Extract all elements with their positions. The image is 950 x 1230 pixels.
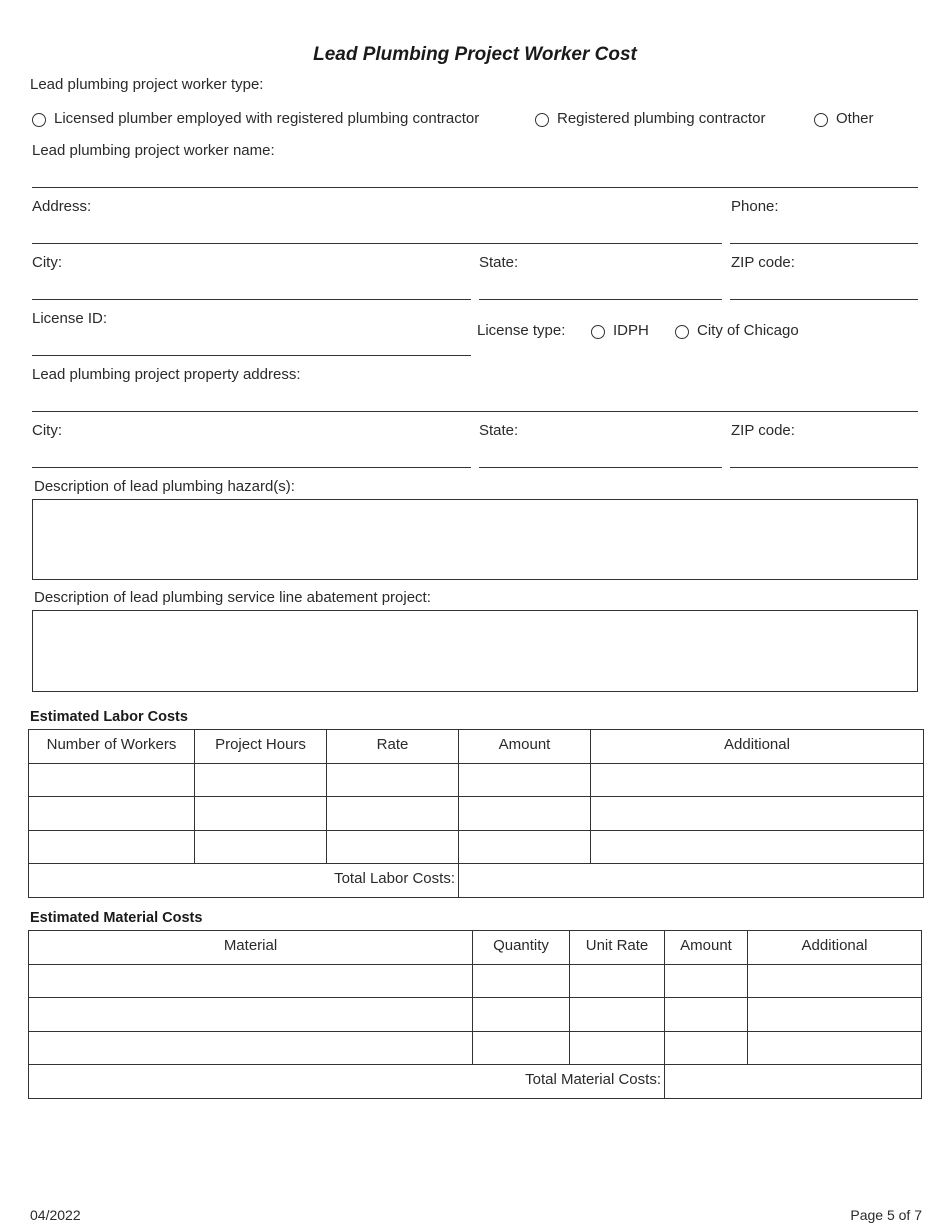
table-cell[interactable] — [28, 1031, 473, 1065]
property-city-field[interactable] — [32, 467, 471, 468]
table-cell[interactable] — [194, 763, 327, 797]
labor-header-rate: Rate — [376, 736, 409, 753]
table-cell[interactable] — [28, 796, 195, 831]
table-cell[interactable] — [590, 830, 924, 864]
abatement-description-label: Description of lead plumbing service line abatement project: — [34, 589, 431, 606]
table-cell[interactable] — [747, 964, 922, 998]
table-cell[interactable] — [472, 964, 570, 998]
worker-phone-label: Phone: — [731, 198, 779, 215]
worker-city-field[interactable] — [32, 299, 471, 300]
license-type-label: License type: — [477, 322, 566, 339]
labor-costs-heading: Estimated Labor Costs — [30, 709, 188, 725]
radio-license-chicago[interactable] — [675, 325, 689, 339]
material-header-quantity: Quantity — [493, 937, 549, 954]
radio-other-label: Other — [836, 110, 874, 127]
material-header-additional: Additional — [801, 937, 868, 954]
table-cell[interactable] — [458, 763, 591, 797]
table-cell[interactable] — [194, 796, 327, 831]
radio-license-idph-label: IDPH — [613, 322, 649, 339]
table-cell[interactable] — [664, 964, 748, 998]
property-state-field[interactable] — [479, 467, 722, 468]
table-cell[interactable] — [747, 997, 922, 1032]
page-title: Lead Plumbing Project Worker Cost — [313, 44, 637, 65]
table-cell[interactable] — [458, 796, 591, 831]
property-zip-label: ZIP code: — [731, 422, 795, 439]
table-cell[interactable] — [326, 830, 459, 864]
license-id-label: License ID: — [32, 310, 108, 327]
worker-state-field[interactable] — [479, 299, 722, 300]
radio-other[interactable] — [814, 113, 828, 127]
table-cell[interactable] — [590, 763, 924, 797]
worker-address-label: Address: — [32, 198, 92, 215]
radio-registered-contractor[interactable] — [535, 113, 549, 127]
table-cell[interactable] — [28, 763, 195, 797]
property-state-label: State: — [479, 422, 519, 439]
labor-header-hours: Project Hours — [215, 736, 306, 753]
table-cell[interactable] — [569, 997, 665, 1032]
radio-license-chicago-label: City of Chicago — [697, 322, 799, 339]
table-cell[interactable] — [326, 796, 459, 831]
table-cell[interactable] — [28, 997, 473, 1032]
property-city-label: City: — [32, 422, 62, 439]
table-cell[interactable] — [472, 997, 570, 1032]
worker-state-label: State: — [479, 254, 519, 271]
worker-zip-field[interactable] — [730, 299, 918, 300]
material-header-amount: Amount — [680, 937, 732, 954]
material-total-label: Total Material Costs: — [525, 1071, 661, 1088]
radio-licensed-plumber-label: Licensed plumber employed with registered plumbing contractor — [54, 110, 480, 127]
material-total-field[interactable] — [664, 1064, 922, 1099]
worker-phone-field[interactable] — [730, 243, 918, 244]
material-costs-heading: Estimated Material Costs — [30, 910, 203, 926]
labor-header-additional: Additional — [724, 736, 790, 753]
license-id-field[interactable] — [32, 355, 471, 356]
worker-zip-label: ZIP code: — [731, 254, 795, 271]
worker-city-label: City: — [32, 254, 62, 271]
table-cell[interactable] — [664, 1031, 748, 1065]
radio-registered-contractor-label: Registered plumbing contractor — [557, 110, 766, 127]
worker-address-field[interactable] — [32, 243, 722, 244]
table-cell[interactable] — [458, 830, 591, 864]
table-cell[interactable] — [569, 1031, 665, 1065]
radio-license-idph[interactable] — [591, 325, 605, 339]
property-address-field[interactable] — [32, 411, 918, 412]
footer-date: 04/2022 — [30, 1207, 81, 1223]
table-cell[interactable] — [590, 796, 924, 831]
material-header-material: Material — [223, 937, 278, 954]
labor-total-field[interactable] — [458, 863, 924, 898]
table-cell[interactable] — [28, 830, 195, 864]
labor-header-workers: Number of Workers — [46, 736, 177, 753]
table-cell[interactable] — [569, 964, 665, 998]
table-cell[interactable] — [664, 997, 748, 1032]
hazard-description-textarea[interactable] — [32, 499, 918, 580]
abatement-description-textarea[interactable] — [32, 610, 918, 692]
property-address-label: Lead plumbing project property address: — [32, 366, 301, 383]
table-cell[interactable] — [747, 1031, 922, 1065]
labor-header-amount: Amount — [498, 736, 551, 753]
labor-total-label: Total Labor Costs: — [334, 870, 455, 887]
table-cell[interactable] — [194, 830, 327, 864]
worker-name-field[interactable] — [32, 187, 918, 188]
material-header-unit-rate: Unit Rate — [585, 937, 649, 954]
worker-name-label: Lead plumbing project worker name: — [32, 142, 275, 159]
table-cell[interactable] — [472, 1031, 570, 1065]
table-cell[interactable] — [326, 763, 459, 797]
radio-licensed-plumber[interactable] — [32, 113, 46, 127]
footer-page-number: Page 5 of 7 — [850, 1207, 922, 1223]
property-zip-field[interactable] — [730, 467, 918, 468]
hazard-description-label: Description of lead plumbing hazard(s): — [34, 478, 295, 495]
worker-type-label: Lead plumbing project worker type: — [30, 76, 264, 93]
table-cell[interactable] — [28, 964, 473, 998]
